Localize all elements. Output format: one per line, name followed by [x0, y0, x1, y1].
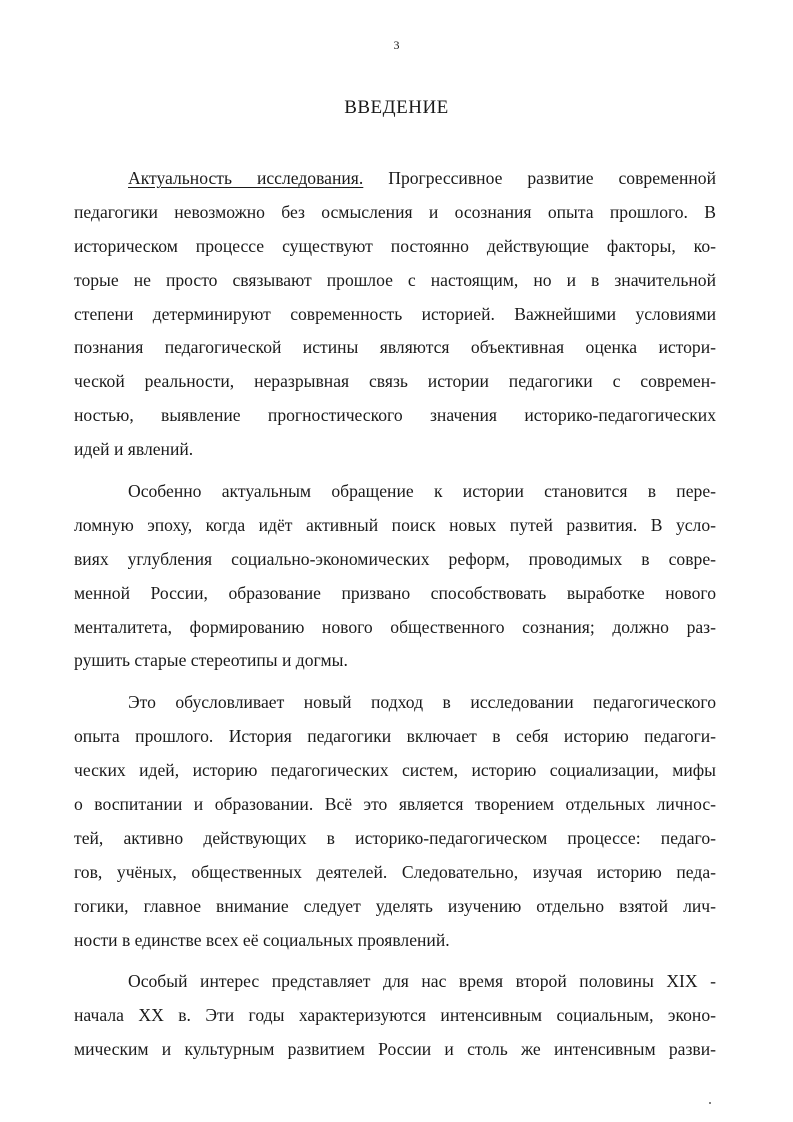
text-line: Особый интерес представляет для нас время второй половины XIX - [128, 971, 716, 992]
text-line: степени детерминируют современность историей. Важнейшими условиями [74, 303, 716, 324]
text-line: гогики, главное внимание следует уделять изучению отдельно взятой лич- [74, 895, 716, 916]
document-body [74, 162, 716, 1067]
text-line: познания педагогической истины являются объективная оценка истори- [74, 337, 716, 358]
text-line: мическим и культурным развитием России и столь же интенсивным разви- [74, 1039, 716, 1060]
text-line: педагогики невозможно без осмысления и осознания опыта прошлого. В [74, 201, 716, 222]
text-line: менной России, образование призвано способствовать выработке нового [74, 582, 716, 603]
text-line: идей и явлений. [74, 439, 194, 460]
scan-speck [709, 1102, 711, 1104]
paragraph-relevance [74, 162, 716, 467]
text-line: Это обусловливает новый подход в исследовании педагогического [128, 692, 716, 713]
text-line: ческой реальности, неразрывная связь истории педагогики с современ- [74, 371, 716, 392]
text-line: тей, активно действующих в историко-педагогическом процессе: педаго- [74, 827, 716, 848]
text-line: виях углубления социально-экономических реформ, проводимых в совре- [74, 548, 716, 569]
text-line: ности в единстве всех её социальных проявлений. [74, 929, 450, 950]
text-line: рушить старые стереотипы и догмы. [74, 650, 348, 671]
text-line: начала XX в. Эти годы характеризуются интенсивным социальным, эконо- [74, 1005, 716, 1026]
text-line: менталитета, формированию нового общественного сознания; должно раз- [74, 616, 716, 637]
text-line: историческом процессе существуют постоянно действующие факторы, ко- [74, 235, 716, 256]
text-line: Особенно актуальным обращение к истории становится в пере- [128, 481, 716, 502]
page-number: 3 [393, 38, 400, 52]
text-line: ностью, выявление прогностического значения историко-педагогических [74, 405, 716, 426]
text-line: Актуальность исследования. Прогрессивное развитие современной [128, 168, 716, 188]
section-heading-relevance: Актуальность исследования. [128, 168, 364, 188]
page-title: ВВЕДЕНИЕ [344, 97, 449, 118]
paragraph-new-approach [74, 686, 716, 957]
text-line: ломную эпоху, когда идёт активный поиск новых путей развития. В усло- [74, 514, 716, 535]
text-line: торые не просто связывают прошлое с настоящим, но и в значительной [74, 269, 716, 290]
paragraph-special-interest [74, 965, 716, 1067]
text-line: ческих идей, историю педагогических систем, историю социализации, мифы [74, 760, 716, 781]
text-line: о воспитании и образовании. Всё это является творением отдельных личнос- [74, 794, 716, 815]
text-line: гов, учёных, общественных деятелей. Следовательно, изучая историю педа- [74, 861, 716, 882]
text-line: опыта прошлого. История педагогики включает в себя историю педагоги- [74, 726, 716, 747]
paragraph-turning-point [74, 475, 716, 678]
